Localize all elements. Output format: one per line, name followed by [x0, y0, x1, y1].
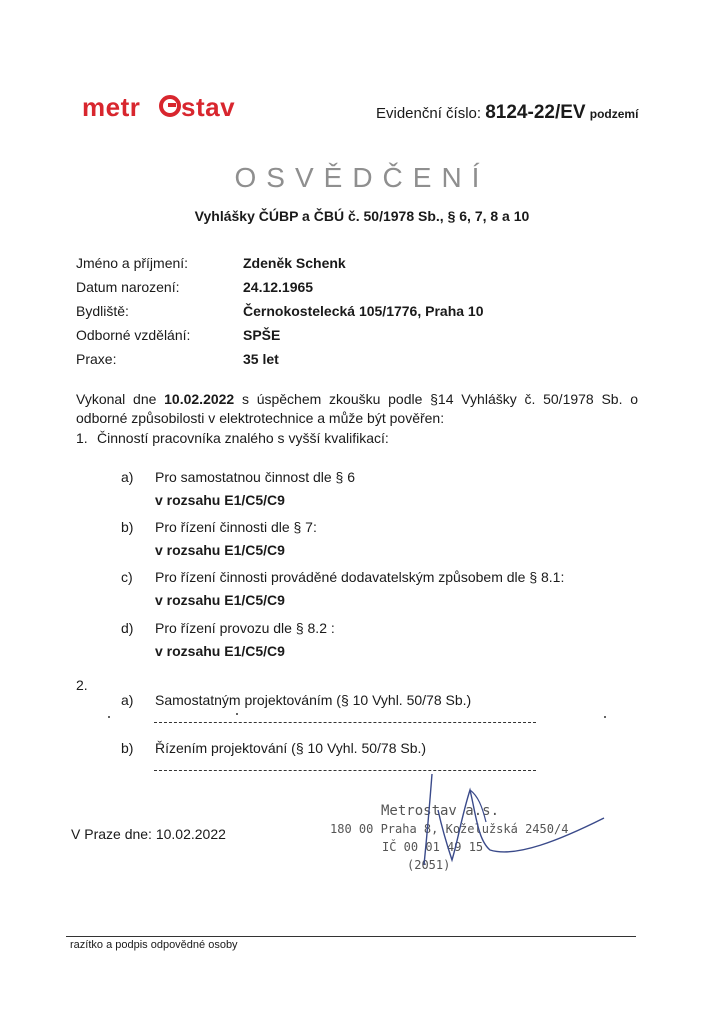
- item-1c-text: Pro řízení činnosti prováděné dodavatelským způsobem dle § 8.1:: [155, 569, 565, 585]
- item-1a-letter: a): [121, 469, 134, 485]
- intro-part1: Vykonal dne: [76, 391, 165, 407]
- item-1b-text: Pro řízení činnosti dle § 7:: [155, 519, 317, 535]
- evidence-value: 8124-22/EV: [485, 102, 586, 123]
- stamp-company: Metrostav a.s.: [381, 803, 500, 819]
- signature-line: [66, 936, 636, 937]
- signature-caption: razítko a podpis odpovědné osoby: [70, 939, 238, 951]
- document-subtitle: Vyhlášky ČÚBP a ČBÚ č. 50/1978 Sb., § 6, 7, 8 a 10: [194, 208, 530, 224]
- birthdate-label: Datum narození:: [76, 279, 180, 295]
- item-1b-letter: b): [121, 519, 134, 535]
- evidence-label: Evidenční číslo:: [376, 105, 482, 122]
- item-1c-scope: v rozsahu E1/C5/C9: [155, 592, 285, 608]
- item-2b-letter: b): [121, 740, 134, 756]
- signature: [320, 770, 620, 890]
- education-value: SPŠE: [243, 327, 281, 343]
- scan-mark: [108, 716, 110, 718]
- scan-mark: [604, 716, 606, 718]
- practice-label: Praxe:: [76, 351, 117, 367]
- item-1d-scope: v rozsahu E1/C5/C9: [155, 643, 285, 659]
- address-value: Černokostelecká 105/1776, Praha 10: [243, 303, 484, 319]
- intro-date: 10.02.2022: [164, 391, 235, 407]
- section1-number: 1.: [76, 430, 88, 446]
- place-date: V Praze dne: 10.02.2022: [71, 826, 226, 842]
- document-title: OSVĚDČENÍ: [234, 162, 490, 193]
- stamp-ico: IČ 00 01 49 15: [382, 840, 484, 854]
- name-value: Zdeněk Schenk: [243, 255, 346, 271]
- item-1d-text: Pro řízení provozu dle § 8.2 :: [155, 620, 335, 636]
- evidence-number: [376, 102, 638, 124]
- dashed-line-2a: [154, 722, 536, 723]
- item-2b-text: Řízením projektování (§ 10 Vyhl. 50/78 Sb.): [155, 740, 427, 756]
- birthdate-value: 24.12.1965: [243, 279, 314, 295]
- item-1c-letter: c): [121, 569, 133, 585]
- item-2a-text: Samostatným projektováním (§ 10 Vyhl. 50/78 Sb.): [155, 692, 472, 708]
- item-1a-scope: v rozsahu E1/C5/C9: [155, 492, 285, 508]
- svg-text:stav: stav: [181, 92, 236, 122]
- stamp-code: (2051): [407, 858, 451, 872]
- section2-number: 2.: [76, 677, 88, 693]
- evidence-suffix: podzemí: [589, 107, 639, 121]
- practice-value: 35 let: [243, 351, 279, 367]
- intro-part2: s úspěchem zkoušku podle §14 Vyhlášky č. 50/1978 Sb. o odborné způsobilosti v elektrotechnice a může být pověřen:: [76, 391, 638, 426]
- section1-title: Činností pracovníka znalého s vyšší kvalifikací:: [97, 430, 389, 446]
- intro-paragraph: [76, 390, 638, 428]
- address-label: Bydliště:: [76, 303, 129, 319]
- education-label: Odborné vzdělání:: [76, 327, 191, 343]
- stamp-address: 180 00 Praha 8, Koželužská 2450/4: [330, 822, 569, 836]
- item-1b-scope: v rozsahu E1/C5/C9: [155, 542, 285, 558]
- item-1d-letter: d): [121, 620, 134, 636]
- item-1a-text: Pro samostatnou činnost dle § 6: [155, 469, 356, 485]
- metrostav-logo: [82, 92, 247, 122]
- scan-mark: [236, 713, 238, 715]
- item-2a-letter: a): [121, 692, 134, 708]
- svg-text:metr: metr: [82, 92, 141, 122]
- name-label: Jméno a příjmení:: [76, 255, 189, 271]
